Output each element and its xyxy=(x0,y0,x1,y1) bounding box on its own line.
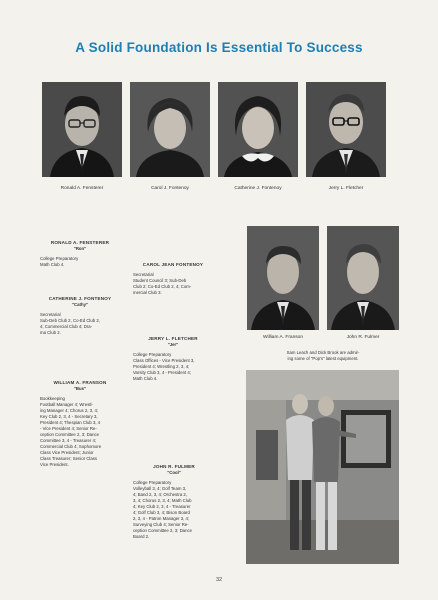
entry-line: Class Treasurer; Senior Class xyxy=(40,456,98,461)
entry-ronald-fensterer xyxy=(40,240,120,268)
portrait-ronald-fensterer xyxy=(42,82,122,177)
entry-jerry-fletcher xyxy=(133,336,213,382)
entry-line: Class Vice President; Junior xyxy=(40,450,94,455)
entry-catherine-fontenoy xyxy=(40,296,120,336)
entry-line: mercial Club 3. xyxy=(133,290,162,295)
entry-line: Board 2. xyxy=(133,534,150,539)
entry-line: College Preparatory xyxy=(133,352,172,357)
entry-line: Varsity Club 3, 4 - President 4; xyxy=(133,370,191,375)
entry-line: ception Committee 2, 3; Dance xyxy=(133,528,192,533)
entry-line: Key Club 2, 3, 4 - Secretary 3, xyxy=(40,414,98,419)
entry-line: Secretarial xyxy=(133,272,154,277)
entry-line: 4; Band 2, 3, 4; Orchestra 2, xyxy=(133,492,187,497)
entry-line: Surveying Club 4; Senior Re- xyxy=(133,522,189,527)
entry-line: Secretarial xyxy=(40,312,61,317)
entry-line: Committee 3, 4 - Treasurer 4; xyxy=(40,438,97,443)
entry-line: Sub-Deb Club 2, Co-Ed Club 2, xyxy=(40,318,100,323)
candid-caption xyxy=(258,350,388,362)
entry-line: President 4; Wrestling 2, 3, 4; xyxy=(133,364,190,369)
portrait-john-fulmer xyxy=(327,226,399,330)
entry-line: Bookkeeping xyxy=(40,396,65,401)
portrait-jerry-fletcher xyxy=(306,82,386,177)
entry-line: Student Council 3; Sub-Deb xyxy=(133,278,187,283)
entry-name: CAROL JEAN FONTENOY xyxy=(142,262,204,267)
entry-carol-fontenoy xyxy=(133,262,213,296)
entry-line: Football Manager 4; Wrestl- xyxy=(40,402,93,407)
entry-line: Club 2; Co-Ed Club 2, 4; Com- xyxy=(133,284,192,289)
entry-william-franson xyxy=(40,380,120,468)
caption-william: William A. Franson xyxy=(263,335,303,340)
entry-name: RONALD A. FENSTERER xyxy=(50,240,110,245)
page-number: 32 xyxy=(215,577,223,583)
entry-line: ing Manager 4; Chorus 2, 3, 4; xyxy=(40,408,99,413)
entry-line: 4; Key Club 2, 3, 4 - Treasurer xyxy=(133,504,191,509)
portrait-image xyxy=(247,226,319,330)
entry-line: 4; Commercial Club 4; Dra- xyxy=(40,324,93,329)
portrait-william-franson xyxy=(247,226,319,330)
entry-john-fulmer xyxy=(133,464,215,540)
caption-catherine: Catherine J. Fontenoy xyxy=(234,186,282,191)
entry-line: 3, 4; Chorus 2, 3, 4; Math Club xyxy=(133,498,192,503)
entry-nickname: "Jer" xyxy=(167,342,179,347)
entry-line: College Preparatory xyxy=(40,256,79,261)
entry-line: - Vice President 4; Senior Re- xyxy=(40,426,97,431)
candid-caption-line: Sam Leach and Dick Brook are admir- xyxy=(286,350,360,355)
entry-line: Math Club 4. xyxy=(133,376,158,381)
caption-carol: Carol J. Fontenoy xyxy=(151,186,189,191)
entry-name: JOHN R. FULMER xyxy=(153,464,195,469)
caption-john: John R. Fulmer xyxy=(346,335,380,340)
portrait-catherine-fontenoy xyxy=(218,82,298,177)
entry-line: 2, 3, 4 - Patron Manager 3, 4; xyxy=(133,516,190,521)
page-headline: A Solid Foundation Is Essential To Success xyxy=(75,40,363,55)
caption-jerry: Jerry L. Fletcher xyxy=(328,186,364,191)
portrait-image xyxy=(42,82,122,177)
entry-line: Vice President. xyxy=(40,462,69,467)
entry-line: College Preparatory xyxy=(133,480,172,485)
entry-line: 4; Golf Club 3, 4; Bison Board xyxy=(133,510,190,515)
candid-image xyxy=(246,370,399,564)
entry-name: WILLIAM A. FRANSON xyxy=(53,380,107,385)
entry-nickname: "Bus" xyxy=(73,386,87,391)
entry-line: Volleyball 3, 4; Golf Team 3, xyxy=(133,486,187,491)
entry-nickname: "Ron" xyxy=(73,246,87,251)
entry-name: JERRY L. FLETCHER xyxy=(148,336,198,341)
entry-line: President 4; Thespian Club 3, 4 xyxy=(40,420,101,425)
entry-line: Math Club 4. xyxy=(40,262,65,267)
entry-line: ception Committee 2, 3; Dance xyxy=(40,432,99,437)
entry-line: Class Offices - Vice President 3, xyxy=(133,358,195,363)
entry-line: Commercial Club 4; Sophomore xyxy=(40,444,102,449)
candid-photo xyxy=(246,370,399,564)
caption-ronald: Ronald A. Fensterer xyxy=(60,186,104,191)
portrait-image xyxy=(218,82,298,177)
portrait-image xyxy=(327,226,399,330)
entry-nickname: "Cathy" xyxy=(71,302,88,307)
candid-caption-line: ing some of "Pop's" latest equipment. xyxy=(287,356,359,361)
portrait-carol-fontenoy xyxy=(130,82,210,177)
entry-nickname: "Cool" xyxy=(167,470,181,475)
entry-line: ma Club 2. xyxy=(40,330,61,335)
entry-name: CATHERINE J. FONTENOY xyxy=(48,296,112,301)
portrait-image xyxy=(306,82,386,177)
portrait-image xyxy=(130,82,210,177)
